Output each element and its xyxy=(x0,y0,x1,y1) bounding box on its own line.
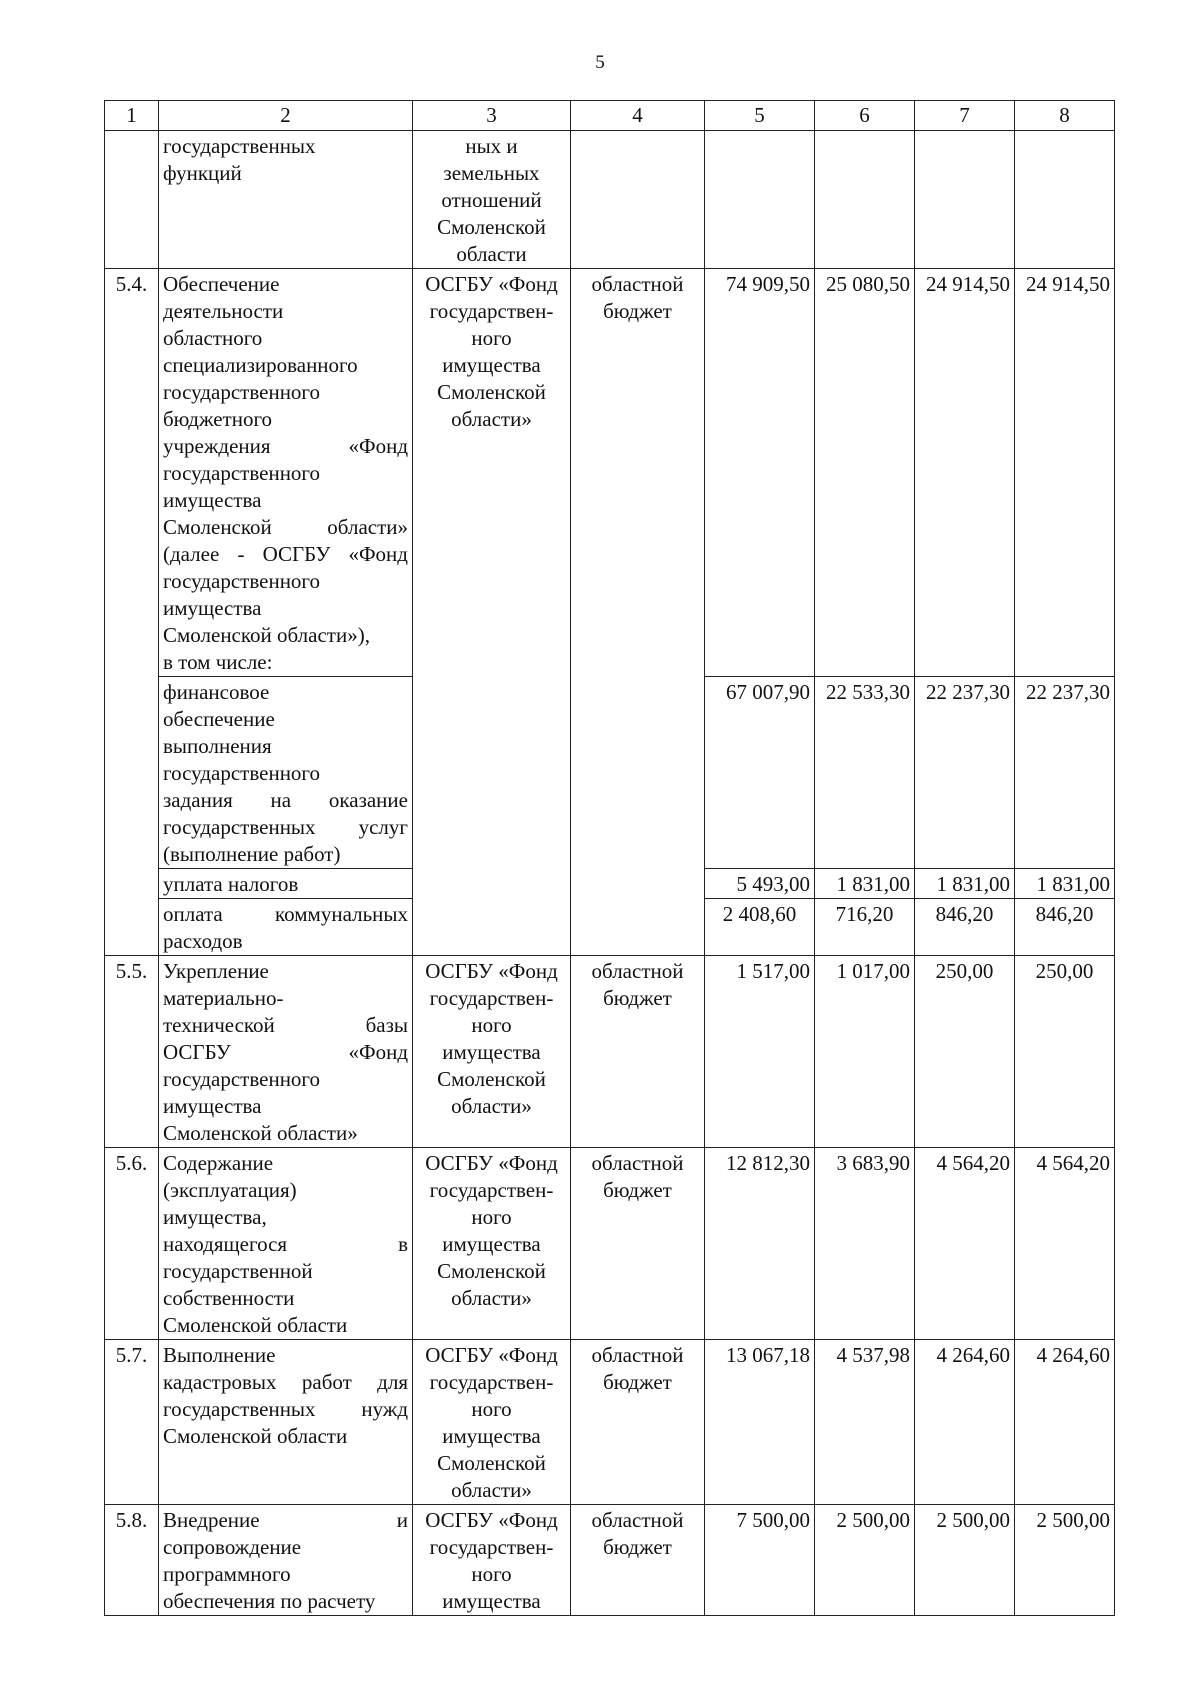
value-year2-cell xyxy=(915,131,1015,269)
value-year2-cell: 4 564,20 xyxy=(915,1148,1015,1340)
description-line: Смоленской области xyxy=(163,1313,348,1337)
description-line: бюджетного xyxy=(163,407,273,431)
description-cell xyxy=(159,1148,413,1340)
description-line: Смоленской области»), xyxy=(163,623,370,647)
value-year2-cell: 4 264,60 xyxy=(915,1340,1015,1505)
row-number-cell xyxy=(105,131,159,269)
funding-source-cell: областной бюджет xyxy=(571,1340,705,1505)
row-number-cell: 5.6. xyxy=(105,1148,159,1340)
word: технической xyxy=(163,1013,275,1037)
word: услуг xyxy=(358,815,408,839)
description-line: расходов xyxy=(163,929,243,953)
word: для xyxy=(377,1370,408,1394)
description-line: Выполнение xyxy=(163,1343,276,1367)
funding-source-cell: областной бюджет xyxy=(571,1148,705,1340)
description-line: государственного xyxy=(163,380,321,404)
row-number-cell: 5.7. xyxy=(105,1340,159,1505)
table-row-5-5 xyxy=(105,956,1115,1148)
word: области» xyxy=(327,515,408,539)
value-year3-cell: 1 831,00 xyxy=(1015,869,1115,899)
word: коммунальных xyxy=(275,902,408,926)
word: Смоленской xyxy=(163,515,272,539)
word: «Фонд xyxy=(348,1040,408,1064)
description-line: сопровождение xyxy=(163,1535,302,1559)
word: государственных xyxy=(163,1397,316,1421)
value-year3-cell: 250,00 xyxy=(1015,956,1115,1148)
description-line xyxy=(163,787,408,814)
description-line: государственного xyxy=(163,461,321,485)
word: находящегося xyxy=(163,1232,288,1256)
executor-cell: ОСГБУ «Фонд государствен- ного имущества Смоленской области» xyxy=(413,956,571,1148)
value-year3-cell: 4 564,20 xyxy=(1015,1148,1115,1340)
funding-source-cell xyxy=(571,131,705,269)
value-year2-cell: 2 500,00 xyxy=(915,1505,1015,1616)
value-year2-cell: 1 831,00 xyxy=(915,869,1015,899)
word: базы xyxy=(365,1013,408,1037)
header-cell-5: 5 xyxy=(705,101,815,131)
description-cell: государственных функций xyxy=(159,131,413,269)
description-line: (выполнение работ) xyxy=(163,842,341,866)
word: оказание xyxy=(328,788,408,812)
value-year3-cell: 846,20 xyxy=(1015,899,1115,956)
description-cell xyxy=(159,1505,413,1616)
word: ОСГБУ xyxy=(262,542,331,566)
value-year1-cell xyxy=(815,131,915,269)
value-year1-cell: 25 080,50 xyxy=(815,269,915,677)
value-year1-cell: 716,20 xyxy=(815,899,915,956)
row-number-cell: 5.8. xyxy=(105,1505,159,1616)
word: задания xyxy=(163,788,233,812)
word: учреждения xyxy=(163,434,271,458)
description-line: (эксплуатация) xyxy=(163,1178,297,1202)
value-year2-cell: 22 237,30 xyxy=(915,677,1015,869)
description-line: Обеспечение xyxy=(163,272,280,296)
description-line: выполнения xyxy=(163,734,272,758)
description-line: собственности xyxy=(163,1286,295,1310)
value-year3-cell: 24 914,50 xyxy=(1015,269,1115,677)
value-total-cell: 12 812,30 xyxy=(705,1148,815,1340)
value-total-cell: 13 067,18 xyxy=(705,1340,815,1505)
word: - xyxy=(237,542,245,566)
executor-cell: ОСГБУ «Фонд государствен- ного имущества Смоленской области» xyxy=(413,1148,571,1340)
funding-source-cell: областной бюджет xyxy=(571,269,705,956)
value-year2-cell: 846,20 xyxy=(915,899,1015,956)
value-total-cell xyxy=(705,131,815,269)
description-line xyxy=(163,1039,408,1066)
description-line: Укрепление xyxy=(163,959,269,983)
description-line xyxy=(163,1396,408,1423)
header-cell-2: 2 xyxy=(159,101,413,131)
word: оплата xyxy=(163,902,223,926)
header-cell-8: 8 xyxy=(1015,101,1115,131)
value-year3-cell: 22 237,30 xyxy=(1015,677,1115,869)
description-line xyxy=(163,541,408,568)
table-row-5-6 xyxy=(105,1148,1115,1340)
description-line xyxy=(163,1012,408,1039)
executor-cell: ных и земельных отношений Смоленской области xyxy=(413,131,571,269)
value-year1-cell: 4 537,98 xyxy=(815,1340,915,1505)
word: Внедрение xyxy=(163,1508,260,1532)
value-total-cell: 7 500,00 xyxy=(705,1505,815,1616)
description-line: в том числе: xyxy=(163,650,273,674)
value-total-cell: 74 909,50 xyxy=(705,269,815,677)
table-row-5-4 xyxy=(105,269,1115,677)
row-number-cell: 5.5. xyxy=(105,956,159,1148)
word: на xyxy=(270,788,292,812)
header-cell-6: 6 xyxy=(815,101,915,131)
description-line xyxy=(163,514,408,541)
word: «Фонд xyxy=(348,434,408,458)
funding-source-cell: областной бюджет xyxy=(571,956,705,1148)
word: кадастровых xyxy=(163,1370,277,1394)
description-line: государственного xyxy=(163,569,321,593)
description-line: имущества xyxy=(163,488,262,512)
description-cell: уплата налогов xyxy=(159,869,413,899)
description-line: государственного xyxy=(163,761,321,785)
description-line: имущества xyxy=(163,1094,262,1118)
description-line: имущества, xyxy=(163,1205,267,1229)
description-line: обеспечение xyxy=(163,707,275,731)
word: и xyxy=(396,1508,408,1532)
description-line xyxy=(163,1369,408,1396)
description-line: финансовое xyxy=(163,680,270,704)
description-cell xyxy=(159,269,413,677)
value-total-cell: 1 517,00 xyxy=(705,956,815,1148)
word: государственных xyxy=(163,815,316,839)
value-year3-cell xyxy=(1015,131,1115,269)
funding-source-cell: областной бюджет xyxy=(571,1505,705,1616)
description-line: Содержание xyxy=(163,1151,274,1175)
value-year1-cell: 22 533,30 xyxy=(815,677,915,869)
description-line xyxy=(163,433,408,460)
word: ОСГБУ xyxy=(163,1040,231,1064)
value-total-cell: 2 408,60 xyxy=(705,899,815,956)
value-year1-cell: 1 831,00 xyxy=(815,869,915,899)
value-year1-cell: 2 500,00 xyxy=(815,1505,915,1616)
header-cell-4: 4 xyxy=(571,101,705,131)
description-cell xyxy=(159,677,413,869)
description-line: специализированного xyxy=(163,353,358,377)
executor-cell: ОСГБУ «Фонд государствен- ного имущества xyxy=(413,1505,571,1616)
word: работ xyxy=(301,1370,352,1394)
description-line: Смоленской области» xyxy=(163,1121,358,1145)
table-row-5-7 xyxy=(105,1340,1115,1505)
description-line: имущества xyxy=(163,596,262,620)
value-year3-cell: 4 264,60 xyxy=(1015,1340,1115,1505)
description-line: программного xyxy=(163,1562,291,1586)
budget-table xyxy=(104,100,1115,1616)
description-line xyxy=(163,814,408,841)
table-row-continuation xyxy=(105,131,1115,269)
word: «Фонд xyxy=(348,542,408,566)
description-line xyxy=(163,1507,408,1534)
description-line: Смоленской области xyxy=(163,1424,348,1448)
page-number: 5 xyxy=(595,52,605,73)
table-row-5-8 xyxy=(105,1505,1115,1616)
value-year2-cell: 250,00 xyxy=(915,956,1015,1148)
header-cell-1: 1 xyxy=(105,101,159,131)
description-line: обеспечения по расчету xyxy=(163,1589,376,1613)
description-line: областного xyxy=(163,326,263,350)
value-total-cell: 5 493,00 xyxy=(705,869,815,899)
description-line: государственной xyxy=(163,1259,313,1283)
word: нужд xyxy=(361,1397,408,1421)
word: (далее xyxy=(163,542,220,566)
description-cell xyxy=(159,1340,413,1505)
word: в xyxy=(398,1232,408,1256)
value-total-cell: 67 007,90 xyxy=(705,677,815,869)
description-line: материально- xyxy=(163,986,284,1010)
header-cell-3: 3 xyxy=(413,101,571,131)
executor-cell: ОСГБУ «Фонд государствен- ного имущества Смоленской области» xyxy=(413,1340,571,1505)
description-cell xyxy=(159,899,413,956)
value-year3-cell: 2 500,00 xyxy=(1015,1505,1115,1616)
table-header-row xyxy=(105,101,1115,131)
executor-cell: ОСГБУ «Фонд государствен- ного имущества Смоленской области» xyxy=(413,269,571,956)
row-number-cell: 5.4. xyxy=(105,269,159,956)
value-year1-cell: 3 683,90 xyxy=(815,1148,915,1340)
header-cell-7: 7 xyxy=(915,101,1015,131)
description-line xyxy=(163,1231,408,1258)
description-line xyxy=(163,901,408,928)
value-year1-cell: 1 017,00 xyxy=(815,956,915,1148)
value-year2-cell: 24 914,50 xyxy=(915,269,1015,677)
description-line: государственного xyxy=(163,1067,321,1091)
description-line: деятельности xyxy=(163,299,284,323)
description-cell xyxy=(159,956,413,1148)
